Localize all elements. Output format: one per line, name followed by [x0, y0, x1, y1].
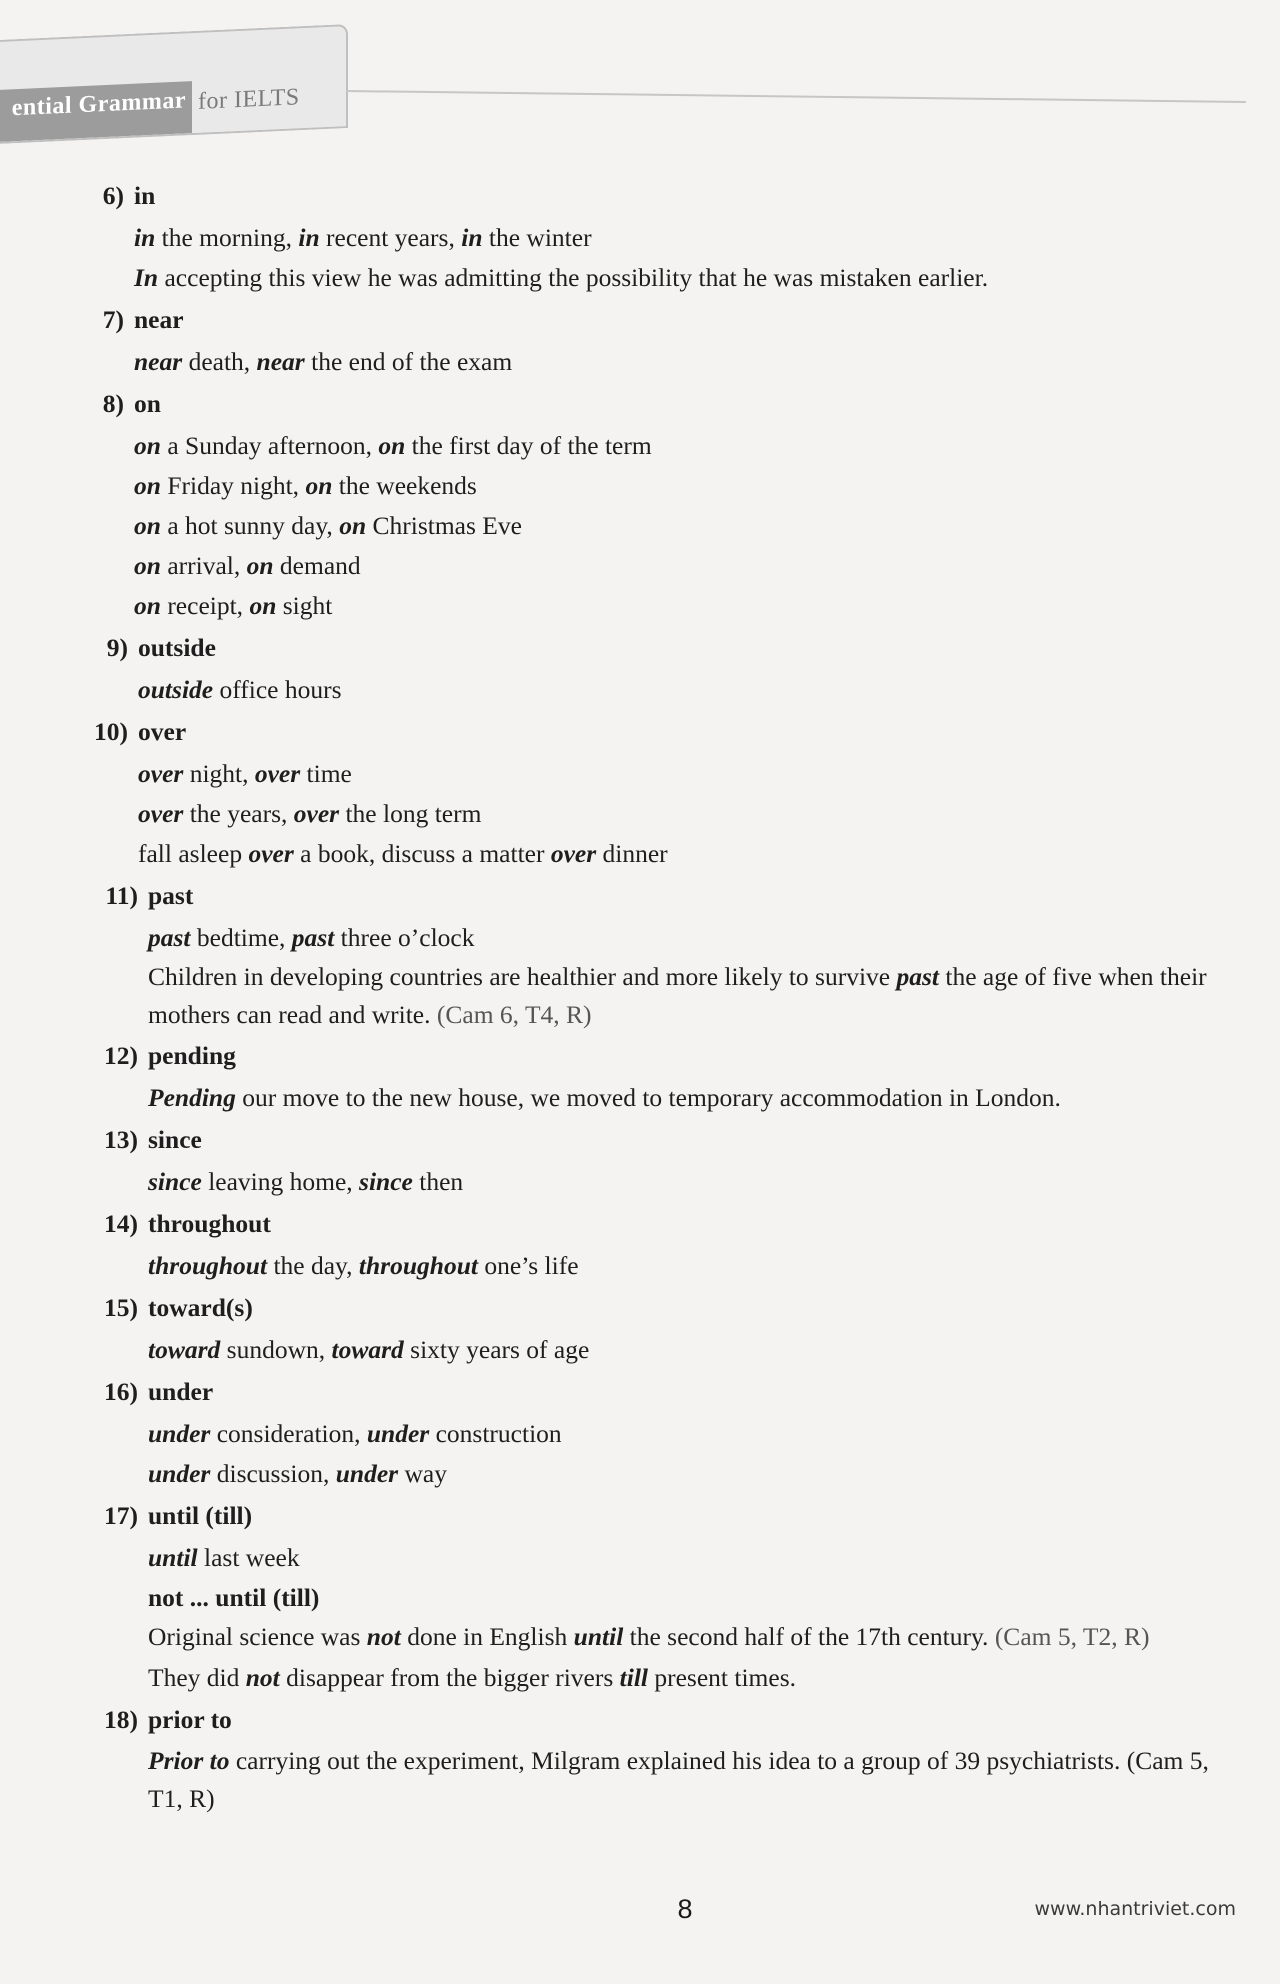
- example-text: night,: [183, 759, 255, 788]
- example-text: the morning,: [155, 223, 299, 252]
- example-text: the age of five when their mothers can read and write.: [148, 962, 1207, 1029]
- example-text: Original science was: [148, 1622, 367, 1651]
- example-text: sundown,: [220, 1335, 332, 1364]
- example-line: [78, 794, 1238, 834]
- example-text: construction: [429, 1419, 562, 1448]
- keyword: on: [378, 431, 406, 460]
- keyword: until: [148, 1543, 198, 1572]
- example-text: Christmas Eve: [366, 511, 522, 540]
- keyword: in: [134, 223, 156, 252]
- item-preposition: outside: [138, 633, 216, 662]
- example-line: [78, 1078, 1238, 1118]
- example-text: then: [412, 1167, 464, 1196]
- header-book-title: ential Grammar: [11, 87, 186, 122]
- keyword: on: [249, 591, 277, 620]
- example-text: Children in developing countries are healthier and more likely to survive: [148, 962, 897, 991]
- example-text: demand: [273, 551, 361, 580]
- example-text: our move to the new house, we moved to temporary accommodation in London.: [235, 1083, 1061, 1112]
- example-line: [78, 834, 1238, 874]
- example-text: Friday night,: [160, 471, 306, 500]
- list-item: [78, 1120, 1238, 1202]
- example-text: present times.: [648, 1663, 797, 1692]
- example-text: fall asleep: [138, 839, 249, 868]
- list-item: [78, 384, 1238, 626]
- keyword: in: [298, 223, 320, 252]
- example-text: bedtime,: [190, 923, 292, 952]
- keyword: near: [256, 347, 305, 376]
- keyword: on: [305, 471, 333, 500]
- page-number: 8: [677, 1894, 693, 1924]
- keyword: on: [134, 431, 161, 460]
- item-heading: [78, 876, 1238, 918]
- example-line: [78, 258, 1238, 298]
- example-text: the first day of the term: [405, 431, 652, 460]
- list-item: [78, 876, 1238, 1034]
- keyword: until: [573, 1622, 624, 1651]
- keyword: Prior to: [148, 1746, 230, 1775]
- example-text: way: [398, 1459, 447, 1488]
- example-text: a Sunday afternoon,: [160, 431, 379, 460]
- header-rule: [346, 90, 1246, 103]
- example-text: receipt,: [160, 591, 250, 620]
- item-number: 9): [106, 633, 128, 662]
- keyword: till: [619, 1663, 648, 1692]
- source-citation: (Cam 6, T4, R): [436, 1000, 592, 1029]
- keyword: outside: [138, 675, 214, 704]
- example-line: [78, 1578, 1238, 1618]
- list-item: [78, 1204, 1238, 1286]
- example-text: the winter: [482, 223, 592, 252]
- example-text: time: [300, 759, 352, 788]
- example-text: disappear from the bigger rivers: [279, 1663, 620, 1692]
- item-number: 8): [102, 389, 124, 418]
- item-preposition: on: [134, 389, 161, 418]
- example-line: [78, 1658, 1238, 1698]
- example-text: the long term: [339, 799, 482, 828]
- item-heading: [78, 628, 1238, 670]
- item-number: 13): [104, 1125, 138, 1154]
- example-line: [78, 670, 1238, 710]
- example-line: [78, 1618, 1238, 1658]
- list-item: [78, 712, 1238, 874]
- example-line: [78, 342, 1238, 382]
- example-text: arrival,: [160, 551, 247, 580]
- item-preposition: until (till): [148, 1501, 253, 1530]
- example-text: three o’clock: [334, 923, 475, 952]
- list-item: [78, 1288, 1238, 1370]
- example-line: [78, 918, 1238, 958]
- keyword: not: [366, 1622, 401, 1651]
- keyword: under: [148, 1459, 211, 1488]
- preposition-list: [78, 176, 1238, 1818]
- source-citation: (Cam 5, T2, R): [994, 1622, 1150, 1651]
- item-number: 10): [94, 717, 128, 746]
- keyword: over: [138, 799, 184, 828]
- keyword: toward: [148, 1335, 221, 1364]
- header-book-subtitle: for IELTS: [198, 84, 300, 115]
- keyword: over: [248, 839, 294, 868]
- example-line: [78, 1162, 1238, 1202]
- keyword: over: [293, 799, 340, 828]
- list-item: [78, 300, 1238, 382]
- example-text: the day,: [267, 1251, 359, 1280]
- item-heading: [78, 1204, 1238, 1246]
- keyword: toward: [331, 1335, 404, 1364]
- example-line: [78, 1414, 1238, 1454]
- example-text: the weekends: [332, 471, 477, 500]
- item-preposition: throughout: [148, 1209, 271, 1238]
- example-text: discussion,: [210, 1459, 336, 1488]
- example-text: the years,: [183, 799, 294, 828]
- item-preposition: near: [134, 305, 184, 334]
- item-heading: [78, 300, 1238, 342]
- item-preposition: in: [134, 181, 156, 210]
- item-number: 6): [102, 181, 124, 210]
- example-line: [78, 754, 1238, 794]
- example-text: leaving home,: [201, 1167, 360, 1196]
- header-tab: [0, 24, 348, 144]
- example-line: [78, 466, 1238, 506]
- example-text: one’s life: [477, 1251, 579, 1280]
- example-text: They did: [148, 1663, 246, 1692]
- example-line: [78, 1330, 1238, 1370]
- keyword: under: [148, 1419, 211, 1448]
- example-text: carrying out the experiment, Milgram explained his idea to a group of 39 psychiatrists. (Cam 5, T1, R): [148, 1746, 1209, 1813]
- keyword: over: [550, 839, 597, 868]
- keyword: on: [339, 511, 367, 540]
- keyword: past: [148, 923, 191, 952]
- example-text: a book, discuss a matter: [293, 839, 551, 868]
- item-heading: [78, 1120, 1238, 1162]
- footer-website: www.nhantriviet.com: [1034, 1898, 1236, 1920]
- example-text: the second half of the 17th century.: [623, 1622, 995, 1651]
- example-text: dinner: [596, 839, 668, 868]
- item-number: 14): [104, 1209, 138, 1238]
- example-text: consideration,: [210, 1419, 367, 1448]
- example-line: [78, 506, 1238, 546]
- example-line: [78, 546, 1238, 586]
- item-number: 16): [104, 1377, 138, 1406]
- item-number: 18): [104, 1705, 138, 1734]
- keyword: on: [134, 471, 161, 500]
- item-preposition: past: [148, 881, 194, 910]
- list-item: [78, 1372, 1238, 1494]
- keyword: under: [366, 1419, 430, 1448]
- example-text: sixty years of age: [403, 1335, 590, 1364]
- example-line: [78, 426, 1238, 466]
- keyword: on: [134, 551, 161, 580]
- keyword: throughout: [148, 1251, 268, 1280]
- example-text: recent years,: [319, 223, 462, 252]
- item-preposition: under: [148, 1377, 214, 1406]
- item-heading: [78, 176, 1238, 218]
- example-line: [78, 1538, 1238, 1578]
- item-number: 11): [105, 881, 138, 910]
- item-preposition: prior to: [148, 1705, 232, 1734]
- example-line: [78, 1454, 1238, 1494]
- example-line: [78, 586, 1238, 626]
- example-text: done in English: [400, 1622, 574, 1651]
- keyword: since: [148, 1167, 202, 1196]
- item-preposition: pending: [148, 1041, 236, 1070]
- item-number: 17): [104, 1501, 138, 1530]
- example-line: [78, 218, 1238, 258]
- item-heading: [78, 1036, 1238, 1078]
- item-heading: [78, 384, 1238, 426]
- keyword: not: [245, 1663, 280, 1692]
- keyword: on: [246, 551, 274, 580]
- example-text: the end of the exam: [304, 347, 513, 376]
- item-preposition: toward(s): [148, 1293, 253, 1322]
- example-line: [78, 1246, 1238, 1286]
- keyword: past: [896, 962, 940, 991]
- list-item: [78, 1496, 1238, 1698]
- item-number: 7): [102, 305, 124, 334]
- example-line: [78, 1742, 1238, 1818]
- keyword: since: [359, 1167, 413, 1196]
- example-text: a hot sunny day,: [160, 511, 340, 540]
- keyword: near: [134, 347, 183, 376]
- item-heading: [78, 1700, 1238, 1742]
- item-preposition: since: [148, 1125, 202, 1154]
- item-heading: [78, 712, 1238, 754]
- item-number: 15): [104, 1293, 138, 1322]
- list-item: [78, 176, 1238, 298]
- example-text: office hours: [213, 675, 342, 704]
- list-item: [78, 628, 1238, 710]
- keyword: Pending: [148, 1083, 236, 1112]
- list-item: [78, 1700, 1238, 1818]
- example-text: sight: [276, 591, 333, 620]
- keyword: on: [134, 511, 161, 540]
- sub-heading: not ... until (till): [148, 1583, 320, 1612]
- keyword: on: [134, 591, 161, 620]
- example-line: [78, 958, 1238, 1034]
- keyword: In: [134, 263, 159, 292]
- keyword: under: [335, 1459, 399, 1488]
- item-heading: [78, 1288, 1238, 1330]
- keyword: in: [461, 223, 483, 252]
- example-text: death,: [182, 347, 257, 376]
- item-heading: [78, 1372, 1238, 1414]
- example-text: last week: [197, 1543, 300, 1572]
- item-heading: [78, 1496, 1238, 1538]
- example-text: accepting this view he was admitting the possibility that he was mistaken earlier.: [158, 263, 989, 292]
- keyword: throughout: [358, 1251, 478, 1280]
- item-number: 12): [104, 1041, 138, 1070]
- item-preposition: over: [138, 717, 187, 746]
- keyword: over: [138, 759, 184, 788]
- list-item: [78, 1036, 1238, 1118]
- keyword: over: [254, 759, 301, 788]
- keyword: past: [291, 923, 335, 952]
